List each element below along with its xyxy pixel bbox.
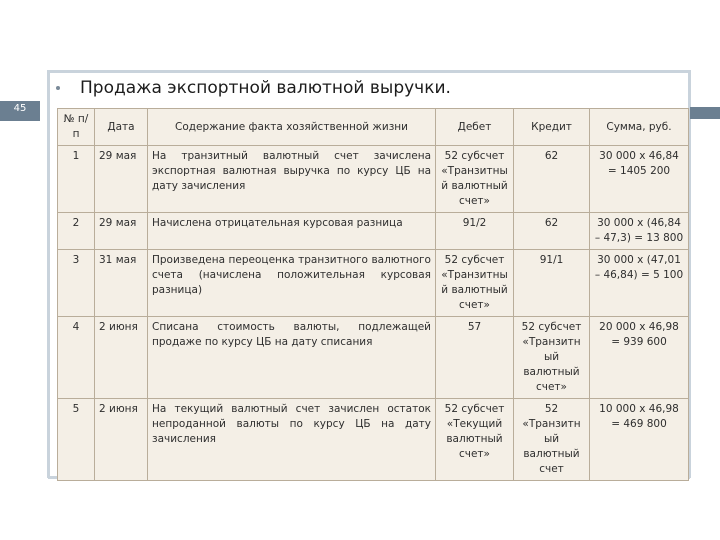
table-row xyxy=(58,399,689,481)
header-content: Содержание факта хозяйственной жизни xyxy=(148,109,436,146)
row-debit: 52 субсчет «Текущий валютный счет» xyxy=(436,399,514,481)
slide-frame-left xyxy=(47,70,50,478)
row-content: На транзитный валютный счет зачислена экспортная валютная выручка по курсу ЦБ на дату зачисления xyxy=(148,146,436,213)
table-row xyxy=(58,317,689,399)
header-debit: Дебет xyxy=(436,109,514,146)
row-content: На текущий валютный счет зачислен остаток непроданной валюты по курсу ЦБ на дату зачисления xyxy=(148,399,436,481)
row-content: Списана стоимость валюты, подлежащей продаже по курсу ЦБ на дату списания xyxy=(148,317,436,399)
slide-number: 45 xyxy=(13,103,27,114)
row-credit: 91/1 xyxy=(514,250,590,317)
row-credit: 62 xyxy=(514,146,590,213)
row-num: 2 xyxy=(58,213,95,250)
row-content: Начислена отрицательная курсовая разница xyxy=(148,213,436,250)
row-date: 29 мая xyxy=(95,146,148,213)
row-debit: 91/2 xyxy=(436,213,514,250)
title-bullet-icon xyxy=(56,86,60,90)
row-date: 2 июня xyxy=(95,399,148,481)
table-header-row xyxy=(58,109,689,146)
row-debit: 57 xyxy=(436,317,514,399)
table-row xyxy=(58,146,689,213)
journal-entries-table xyxy=(57,108,689,481)
row-num: 1 xyxy=(58,146,95,213)
row-debit: 52 субсчет «Транзитны й валютный счет» xyxy=(436,250,514,317)
row-content: Произведена переоценка транзитного валютного счета (начислена положительная курсовая разница) xyxy=(148,250,436,317)
row-credit: 62 xyxy=(514,213,590,250)
row-sum: 30 000 х (46,84 – 47,3) = 13 800 xyxy=(590,213,689,250)
header-credit: Кредит xyxy=(514,109,590,146)
table-row xyxy=(58,250,689,317)
row-credit: 52 субсчет «Транзитн ый валютный счет» xyxy=(514,317,590,399)
row-date: 2 июня xyxy=(95,317,148,399)
row-sum: 20 000 х 46,98 = 939 600 xyxy=(590,317,689,399)
row-num: 5 xyxy=(58,399,95,481)
row-num: 3 xyxy=(58,250,95,317)
header-sum: Сумма, руб. xyxy=(590,109,689,146)
row-debit: 52 субсчет «Транзитны й валютный счет» xyxy=(436,146,514,213)
row-date: 31 мая xyxy=(95,250,148,317)
table-row xyxy=(58,213,689,250)
row-sum: 10 000 х 46,98 = 469 800 xyxy=(590,399,689,481)
slide-frame-top xyxy=(48,70,690,73)
row-sum: 30 000 х 46,84 = 1405 200 xyxy=(590,146,689,213)
row-num: 4 xyxy=(58,317,95,399)
row-credit: 52 «Транзитн ый валютный счет xyxy=(514,399,590,481)
header-date: Дата xyxy=(95,109,148,146)
row-sum: 30 000 х (47,01 – 46,84) = 5 100 xyxy=(590,250,689,317)
header-num: № п/п xyxy=(58,109,95,146)
row-date: 29 мая xyxy=(95,213,148,250)
slide-title: Продажа экспортной валютной выручки. xyxy=(80,78,451,98)
accent-band-right xyxy=(690,107,720,119)
